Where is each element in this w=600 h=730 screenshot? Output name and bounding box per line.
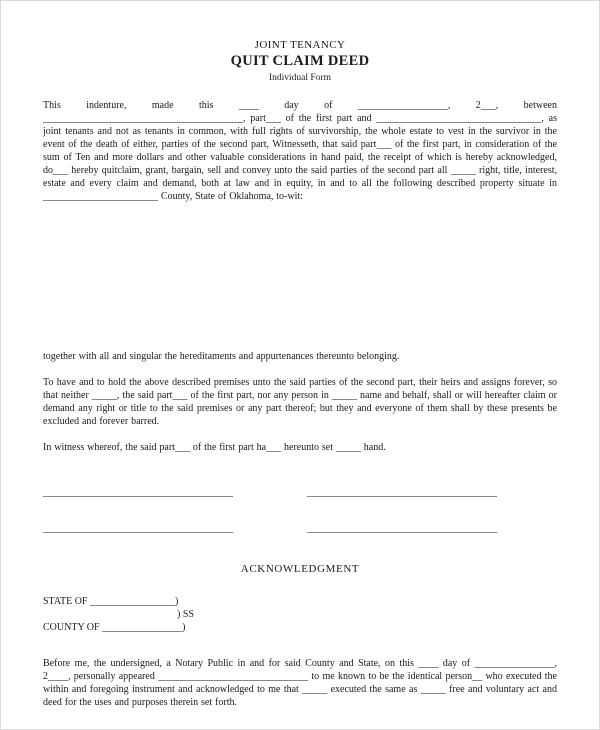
acknowledgment-heading: ACKNOWLEDGMENT [240, 563, 360, 575]
document-body [1, 99, 599, 709]
county-of-line: COUNTY OF ________________) [43, 622, 186, 633]
signature-line: ______________________________________ [307, 487, 497, 498]
signature-row-2 [43, 522, 557, 535]
document-header [1, 1, 599, 84]
property-description-blank-area [43, 203, 557, 350]
signature-line: ______________________________________ [307, 523, 497, 534]
signature-line: ______________________________________ [43, 523, 233, 534]
witness-clause: In witness whereof, the said part___ of the first part ha___ hereunto set _____ hand. [43, 442, 386, 453]
document-form-type: Individual Form [268, 73, 331, 83]
venue-block [43, 595, 557, 634]
notary-paragraph: Before me, the undersigned, a Notary Public in and for said County and State, on this ____ day of ________________, 2____, personally appeared ______________________________ to me known to be the identical person__ who executed the within and foregoing instrument and acknowledged to me that _____ executed the same as _____ free and voluntary act and deed for the uses and purposes therein set forth. [43, 658, 557, 708]
state-of-line: STATE OF _________________) [43, 596, 179, 607]
habendum-paragraph: To have and to hold the above described premises unto the said parties of the second part, their heirs and assigns forever, so that neither _____, the said part___ of the first part, nor any person in _____ name and behalf, shall or will hereafter claim or demand any right or title to the said premises or any part thereof; but they and everyone of them shall by these presents be excluded and forever barred. [43, 377, 557, 427]
opening-paragraph: This indenture, made this ____ day of __________________, 2___, between ________________________________________, part___ of the first part and _________________________________, as joint tenants and not as tenants in common, with full rights of survivorship, the whole estate to vest in the survivor in the event of the death of either, parties of the second part, Witnesseth, that said part___ of the first part, in consideration of the sum of Ten and more dollars and other valuable considerations in hand paid, the receipt of which is hereby acknowledged, do___ hereby quitclaim, grant, bargain, sell and convey unto the said parties of the second part all _____ right, title, interest, estate and every claim and demand, both at law and in equity, in and to all the following described property situate in _______________________ County, State of Oklahoma, to-wit: [43, 100, 557, 202]
document-category: JOINT TENANCY [254, 39, 346, 51]
document-title: QUIT CLAIM DEED [230, 53, 370, 69]
signature-line: ______________________________________ [43, 487, 233, 498]
ss-line: ) SS [177, 609, 194, 620]
signature-row-1 [43, 486, 557, 499]
together-clause: together with all and singular the hereditaments and appurtenances thereunto belonging. [43, 351, 400, 362]
